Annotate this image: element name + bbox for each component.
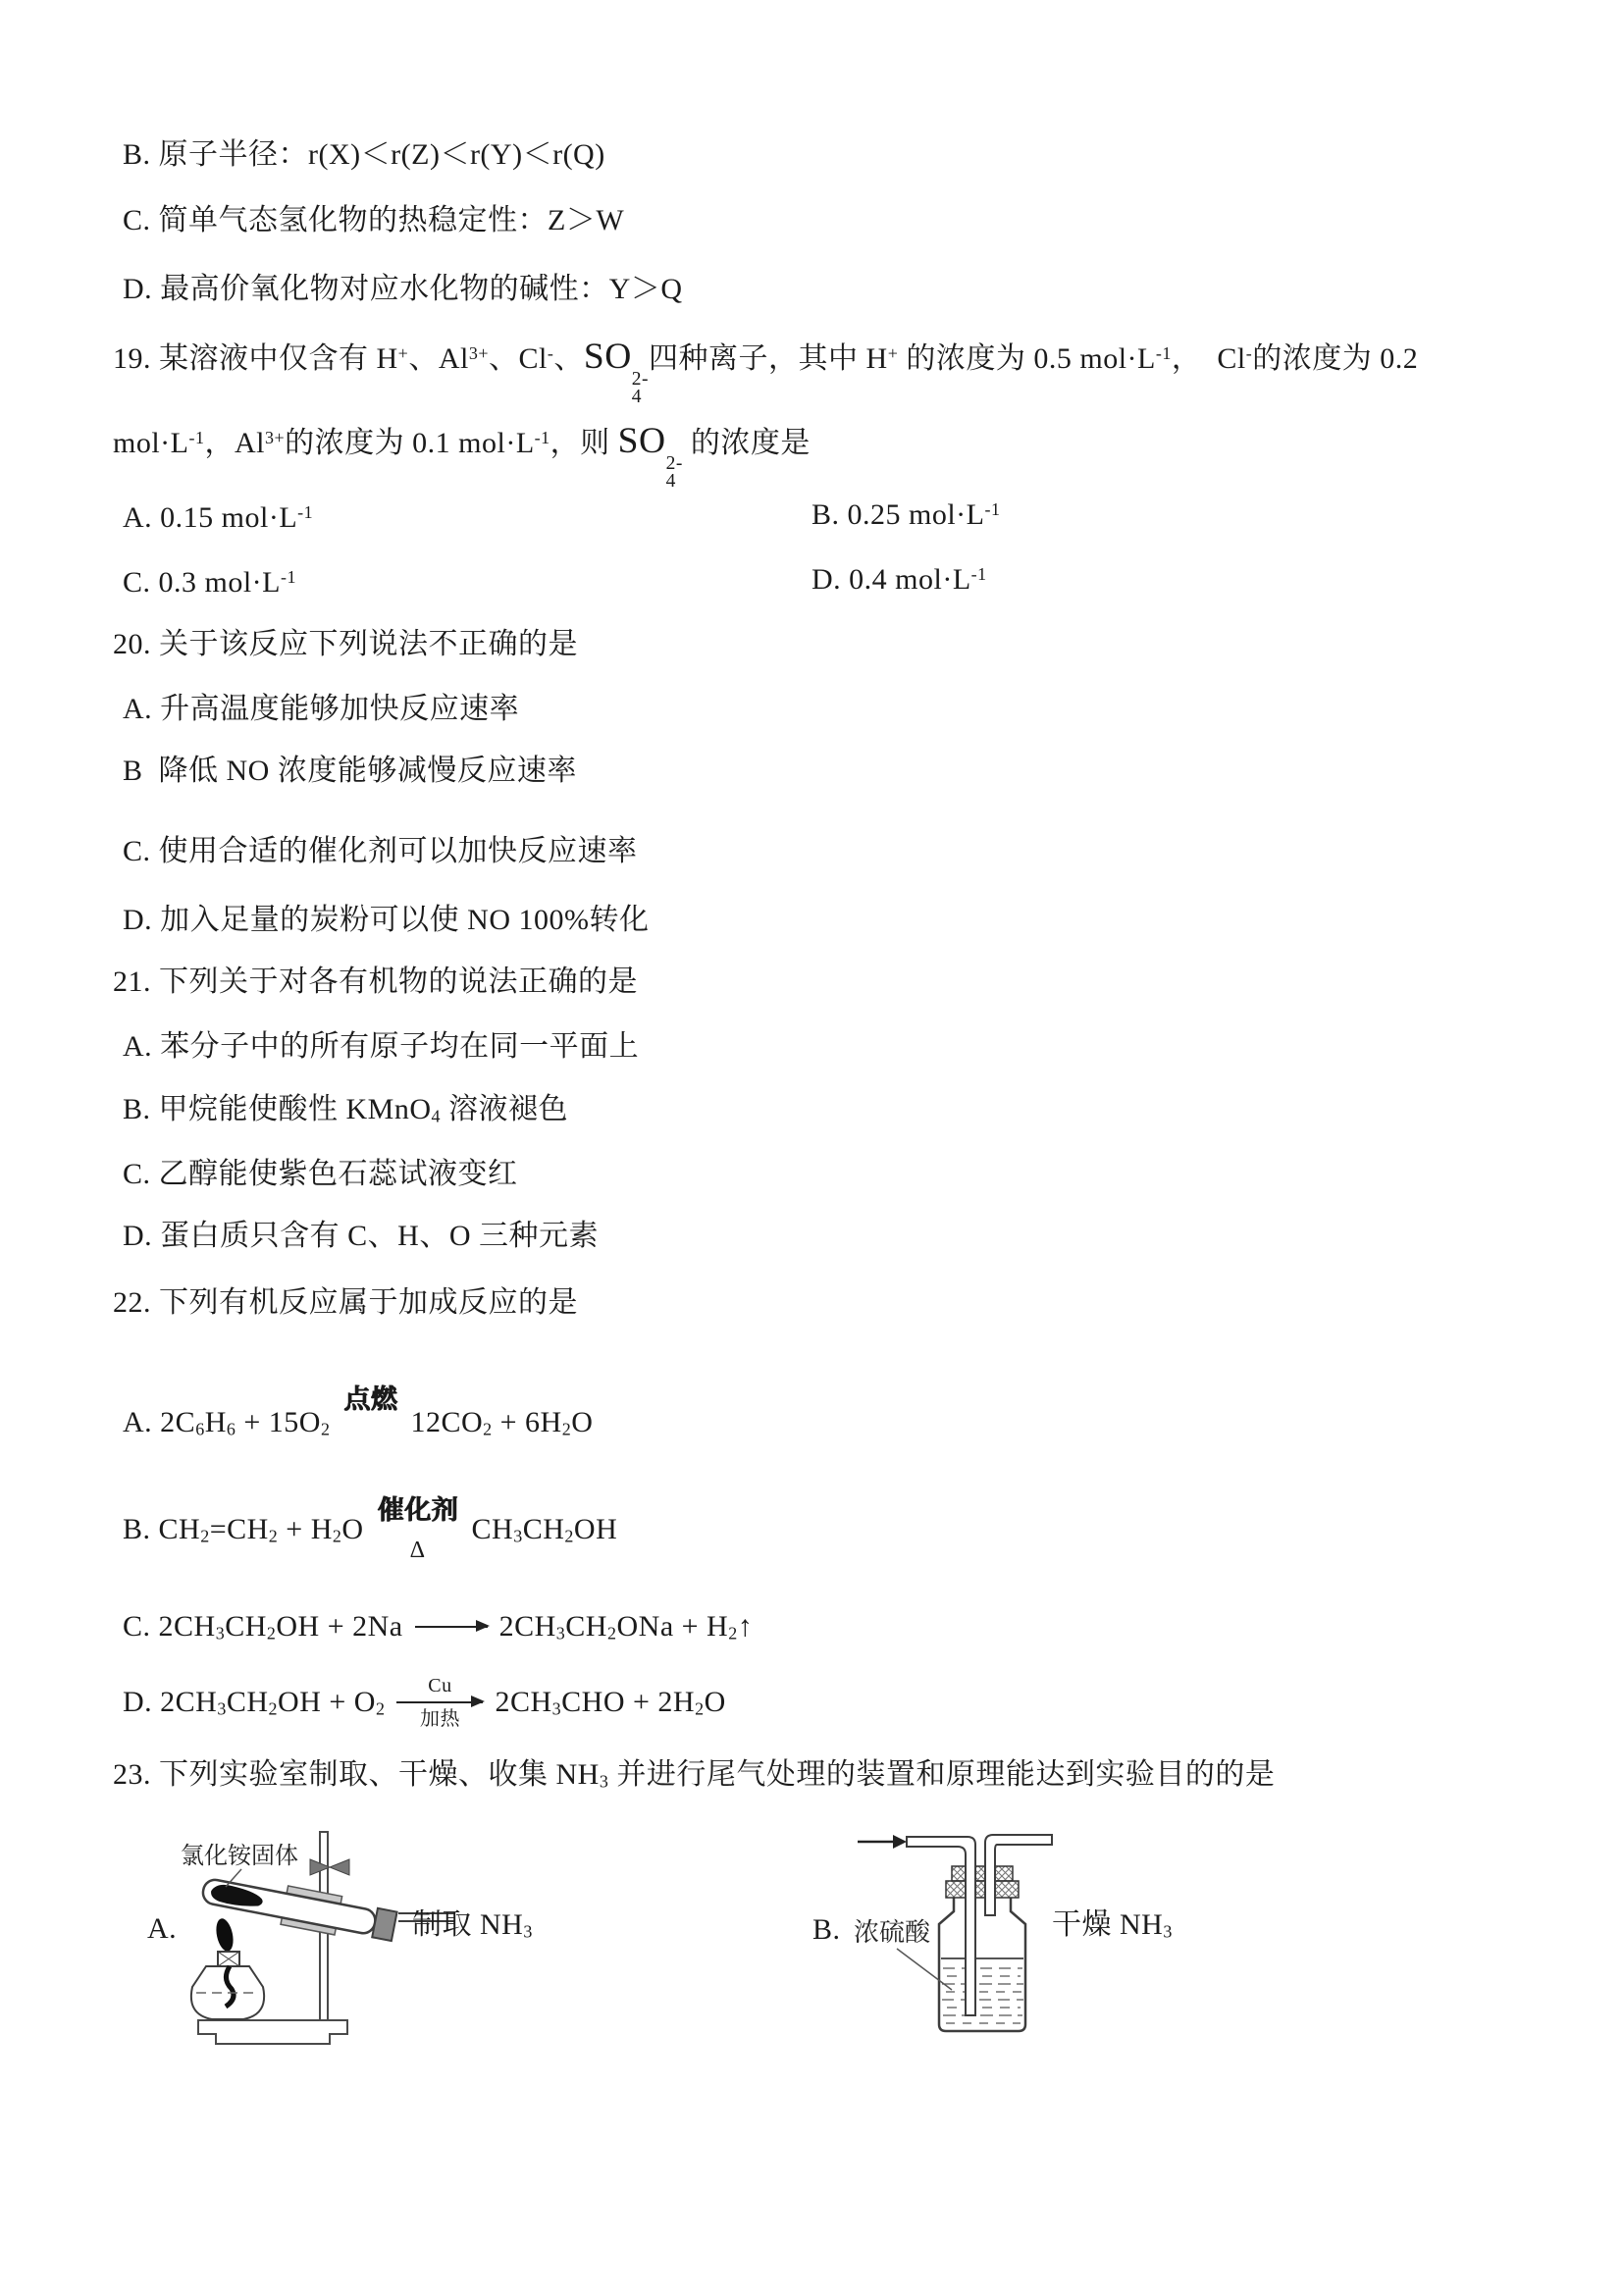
reaction-b-condition-bottom: Δ: [409, 1537, 426, 1563]
reaction-arrow: [376, 1531, 460, 1533]
q22-reaction-b: [123, 1496, 617, 1563]
stand-base: [198, 2020, 347, 2044]
gas-flow-arrow-icon: [858, 1835, 907, 1849]
apparatus-a-illustration: [137, 1830, 530, 2061]
reaction-b-condition-arrow: [376, 1496, 460, 1563]
reaction-d-products: $2CH_3CHO + 2H_2O$: [495, 1686, 726, 1719]
apparatus-a-label: A.: [147, 1912, 178, 1945]
q20-option-d: D. 加入足量的炭粉可以使 NO 100%转化: [123, 904, 650, 936]
reaction-a-condition: 点燃: [342, 1384, 397, 1414]
apparatus-b-annotation: 浓硫酸: [854, 1918, 931, 1947]
q21-option-b: B. 甲烷能使酸性 KMnO$_4$ 溶液褪色: [123, 1093, 569, 1126]
reaction-c-products: $2CH_3CH_2ONa$ + $H_2↑$: [498, 1610, 754, 1644]
q19-option-d: D. 0.4 $mol\cdot L^{-1}$: [812, 563, 987, 596]
q22-reaction-a: [123, 1385, 593, 1460]
q18-option-d: D. 最高价氧化物对应水化物的碱性：Y＞Q: [123, 273, 683, 305]
stopper: [372, 1908, 396, 1941]
q22-stem: 22. 下列有机反应属于加成反应的是: [113, 1286, 578, 1319]
flame: [214, 1917, 236, 1954]
q20-option-a: A. 升高温度能够加快反应速率: [123, 693, 520, 725]
q23-stem: 23. 下列实验室制取、干燥、收集 $NH_3$ 并进行尾气处理的装置和原理能达到实验目的的是: [113, 1758, 1276, 1792]
q19-option-a: A. 0.15 $mol\cdot L^{-1}$: [123, 501, 314, 534]
q21-option-d: D. 蛋白质只含有 C、H、O 三种元素: [123, 1220, 600, 1252]
reaction-b-reactants: B. $CH_2=CH_2 + H_2O$: [123, 1513, 364, 1546]
q21-option-c: C. 乙醇能使紫色石蕊试液变红: [123, 1158, 518, 1190]
q22-reaction-d: [123, 1675, 726, 1730]
q19-stem-line1: 19. 某溶液中仅含有 H+、$Al^{3+}$、Cl-、SO 2- 4 四种离子，其中 H+ 的浓度为 0.5 $mol\cdot L^{-1}$， Cl-的浓度为 0.2: [113, 337, 1419, 408]
q21-stem: 21. 下列关于对各有机物的说法正确的是: [113, 965, 638, 998]
reaction-d-condition-top: Cu: [428, 1675, 452, 1696]
reaction-b-products: $CH_3CH_2OH$: [471, 1513, 618, 1546]
clamp-wing-nut: [310, 1859, 349, 1875]
reaction-c-reactants: C. $2CH_3CH_2OH + 2Na$: [123, 1610, 403, 1644]
reaction-arrow: [341, 1420, 398, 1422]
apparatus-b-caption: 干燥 $NH_3$: [1052, 1908, 1173, 1942]
gas-washing-bottle: [939, 1898, 1025, 2031]
reaction-d-condition-arrow: [396, 1675, 483, 1730]
q19-option-c: C. 0.3 $mol\cdot L^{-1}$: [123, 566, 296, 599]
apparatus-a-caption: 制取 $NH_3$: [412, 1908, 533, 1942]
reaction-b-condition-top: 催化剂: [377, 1495, 458, 1525]
q18-option-c: C. 简单气态氢化物的热稳定性：Z＞W: [123, 204, 625, 236]
outlet-tube: [985, 1835, 1052, 1915]
q18-option-b: B. 原子半径：r(X)＜r(Z)＜r(Y)＜r(Q): [123, 138, 605, 171]
reaction-a-products: $12CO_2 + 6H_2O$: [410, 1405, 594, 1439]
reaction-d-reactants: D. $2CH_3CH_2OH + O_2$: [123, 1686, 386, 1719]
q20-option-b: B 降低 NO 浓度能够减慢反应速率: [123, 755, 577, 787]
reaction-d-condition-bottom: 加热: [419, 1708, 460, 1730]
reaction-c-arrow: [415, 1621, 488, 1633]
q21-option-a: A. 苯分子中的所有原子均在同一平面上: [123, 1030, 640, 1063]
q20-option-c: C. 使用合适的催化剂可以加快反应速率: [123, 835, 638, 867]
q19-option-b: B. 0.25 $mol\cdot L^{-1}$: [812, 498, 1001, 531]
reaction-arrow: [396, 1701, 483, 1703]
apparatus-a-annotation: 氯化铵固体: [181, 1844, 298, 1869]
q19-stem-line2: $mol\cdot L^{-1}$，$Al^{3+}$的浓度为 0.1 $mol\cdot L^{-1}$，则 SO 2- 4 的浓度是: [113, 421, 811, 493]
apparatus-b-label: B.: [812, 1913, 841, 1946]
q20-stem: 20. 关于该反应下列说法不正确的是: [113, 628, 578, 660]
q22-reaction-c: [123, 1609, 753, 1644]
bottle-stopper: [946, 1866, 1019, 1898]
reaction-arrow: [415, 1626, 488, 1628]
reaction-a-reactants: A. $2C_6H_6 + 15O_2$: [123, 1405, 331, 1439]
alcohol-lamp: [191, 1917, 264, 2019]
reaction-a-condition-arrow: [341, 1385, 398, 1427]
